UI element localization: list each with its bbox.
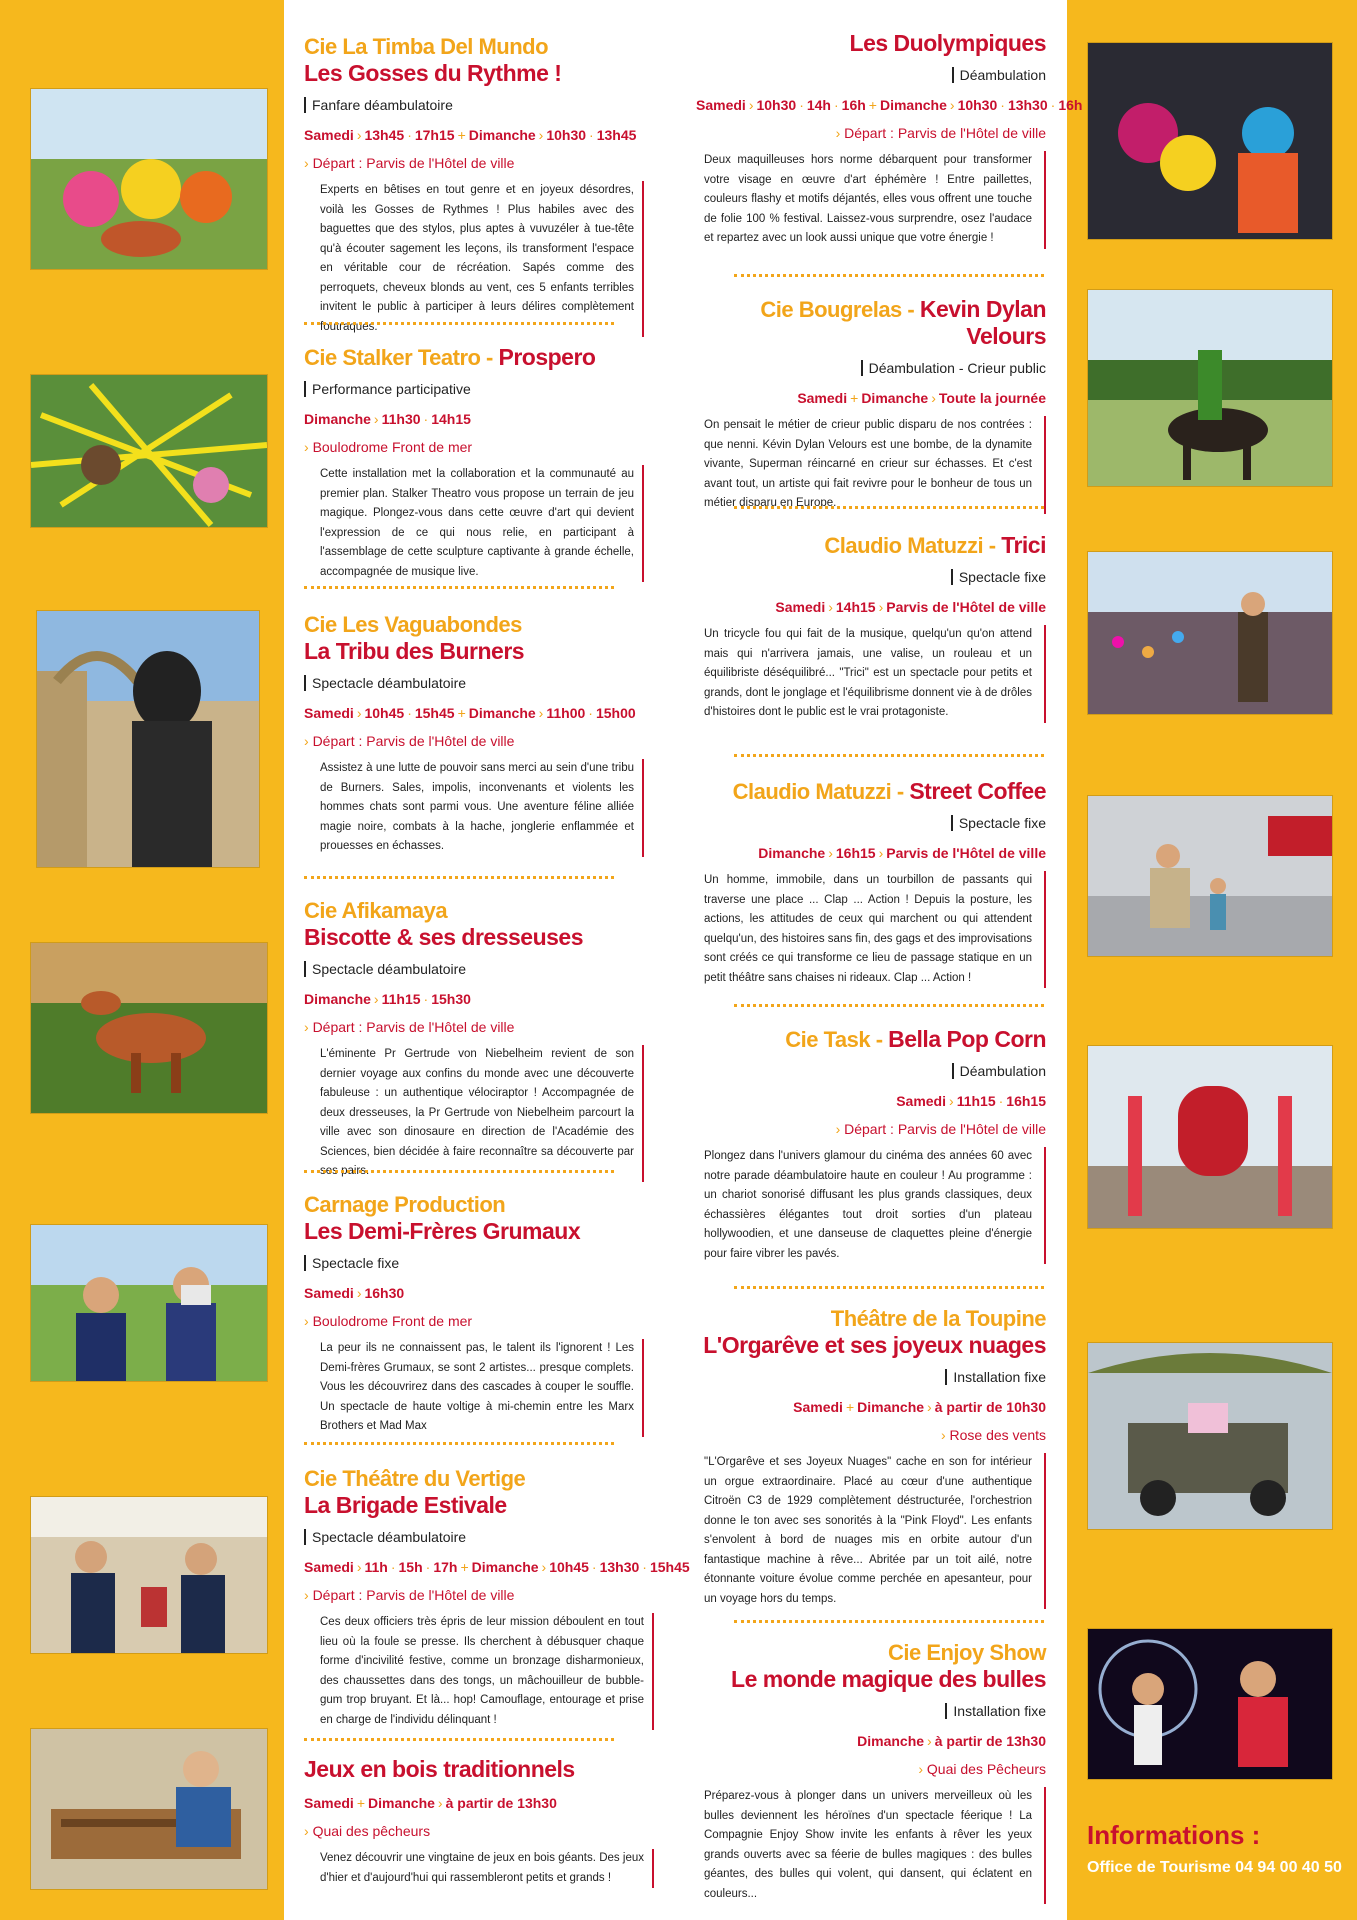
photo-bulles xyxy=(1087,1628,1333,1780)
company-name: Théâtre de la Toupine xyxy=(830,1306,1046,1331)
company-name: Cie Afikamaya xyxy=(304,898,448,923)
act-schedule: Samedi › 10h45 · 15h45 + Dimanche › 11h00 · 15h00 xyxy=(304,705,636,721)
act-place: › Départ : Parvis de l'Hôtel de ville xyxy=(835,125,1046,141)
act-title: Les Gosses du Rythme ! xyxy=(304,60,562,86)
act-genre: Installation fixe xyxy=(945,1703,1046,1719)
act-description: Deux maquilleuses hors norme débarquent pour transformer votre visage en œuvre d'art éphémère ! Entre paillettes, couleurs flashy et motifs déjantés, elles vous offrent une touche de folie 100 % festival. Laissez-vous surprendre, osez l'audace et repartez avec un look aussi unique que votre énergie ! xyxy=(696,151,1046,249)
photo-duolympiques xyxy=(1087,42,1333,240)
divider xyxy=(304,586,614,589)
divider xyxy=(734,506,1044,509)
act-schedule: Dimanche › 16h15 › Parvis de l'Hôtel de ville xyxy=(758,845,1046,861)
time: 10h30 xyxy=(546,127,587,143)
act-tribu-des-burners xyxy=(304,612,644,857)
photo-prospero xyxy=(30,374,268,528)
photo-tribu-des-burners xyxy=(36,610,260,868)
act-trici xyxy=(696,532,1046,723)
divider xyxy=(734,274,1044,277)
act-schedule: Samedi › 16h30 xyxy=(304,1285,405,1301)
act-description: Plongez dans l'univers glamour du cinéma des années 60 avec notre parade déambulatoire haute en couleur ! Au programme : un chariot sonorisé diffusant les plus grands classiques, deux échassières élégantes tout droit sorties d'un plateau hollywoodien, et une danseuse de claquettes pleine d'énergie pour faire vibrer les pavés. xyxy=(696,1147,1046,1264)
act-title: La Brigade Estivale xyxy=(304,1492,507,1518)
act-genre: Spectacle fixe xyxy=(951,815,1046,831)
act-schedule: Samedi › 14h15 › Parvis de l'Hôtel de ville xyxy=(775,599,1046,615)
act-place: › Boulodrome Front de mer xyxy=(304,1313,473,1329)
company-name: Cie Les Vaguabondes xyxy=(304,612,522,637)
act-title: Jeux en bois traditionnels xyxy=(304,1756,575,1782)
company-name: Carnage Production xyxy=(304,1192,506,1217)
act-title: Bella Pop Corn xyxy=(888,1026,1046,1052)
act-genre: Spectacle déambulatoire xyxy=(304,961,466,977)
act-place: › Boulodrome Front de mer xyxy=(304,439,473,455)
act-biscotte xyxy=(304,898,644,1182)
act-title: Les Demi-Frères Grumaux xyxy=(304,1218,581,1244)
company-name: Cie Stalker Teatro - xyxy=(304,345,499,370)
act-schedule: Dimanche › 11h15 · 15h30 xyxy=(304,991,471,1007)
act-title: Trici xyxy=(1001,532,1046,558)
act-schedule: Samedi › 11h · 15h · 17h + Dimanche › 10h45 · 13h30 · 15h45 xyxy=(304,1559,690,1575)
act-schedule: Dimanche › 11h30 · 14h15 xyxy=(304,411,471,427)
act-place: › Départ : Parvis de l'Hôtel de ville xyxy=(304,1019,515,1035)
photo-jeux-en-bois xyxy=(30,1728,268,1890)
act-bulles xyxy=(696,1640,1046,1904)
act-duolympiques xyxy=(696,30,1083,249)
photo-street-coffee xyxy=(1087,795,1333,957)
act-genre: Spectacle fixe xyxy=(951,569,1046,585)
divider xyxy=(734,1004,1044,1007)
act-jeux-en-bois xyxy=(304,1756,654,1888)
photo-brigade-estivale xyxy=(30,1496,268,1654)
act-bella-pop-corn xyxy=(696,1026,1046,1264)
act-description: Experts en bêtises en tout genre et en joyeux désordres, voilà les Gosses de Rythmes ! Plus habiles avec des baguettes que des stylos, plus aptes à vuvuzéler à tue-tête qu'à écouter sagement les leçons, ils transforment l'espace en véritable cour de récréation. Sapés comme des perroquets, cheveux blonds au vent, ces 5 enfants terribles invitent le public à participer à leurs délires complètement foutraques. xyxy=(312,181,644,337)
act-schedule: Samedi › 11h15 · 16h15 xyxy=(896,1093,1046,1109)
company-name: Cie Théâtre du Vertige xyxy=(304,1466,526,1491)
act-schedule: Samedi + Dimanche › à partir de 10h30 xyxy=(793,1399,1046,1415)
day-label: Dimanche xyxy=(468,127,536,143)
act-description: Cette installation met la collaboration et la communauté au premier plan. Stalker Theatro vous propose un terrain de jeu magique. Plongez-vous dans cette œuvre d'art qui devient l'expression de ce qui nous relie, en participant à l'assemblage de cette sculpture captivante à grande échelle, accompagnée de musique live. xyxy=(312,465,644,582)
act-description: L'éminente Pr Gertrude von Niebelheim revient de son dernier voyage aux confins du monde avec une découverte fabuleuse : un authentique vélociraptor ! Accompagnée de deux dresseuses, la Pr Gertrude von Niebelheim parcourt la ville avec son dinosaure en direction de l'Académie des Sciences, bien décidée à faire reconnaître sa découverte par ses pairs. xyxy=(312,1045,644,1182)
act-description: Venez découvrir une vingtaine de jeux en bois géants. Des jeux d'hier et d'aujourd'hui qui rassembleront petits et grands ! xyxy=(312,1849,654,1888)
act-description: Un tricycle fou qui fait de la musique, quelqu'un qu'on attend mais qui n'arrivera jamais, une valise, un rouleau et un équilibriste déséquilibré... "Trici" est un spectacle pour petits et grands, dont le jonglage et l'équilibrisme donnent vie à de drôles d'histoires dont le public est le vrai protagoniste. xyxy=(696,625,1046,723)
act-genre: Déambulation xyxy=(952,1063,1046,1079)
act-title: L'Orgarêve et ses joyeux nuages xyxy=(703,1332,1046,1358)
act-place: › Départ : Parvis de l'Hôtel de ville xyxy=(304,155,515,171)
company-name: Cie Bougrelas - xyxy=(760,297,920,322)
time: 13h45 xyxy=(364,127,405,143)
act-title: La Tribu des Burners xyxy=(304,638,525,664)
company-name: Cie Enjoy Show xyxy=(887,1640,1046,1665)
photo-kevin-dylan-velours xyxy=(1087,289,1333,487)
photo-demi-freres-grumaux xyxy=(30,1224,268,1382)
act-place: › Départ : Parvis de l'Hôtel de ville xyxy=(835,1121,1046,1137)
divider xyxy=(734,754,1044,757)
divider xyxy=(304,1738,614,1741)
act-genre: Fanfare déambulatoire xyxy=(304,97,453,113)
divider xyxy=(304,322,614,325)
act-genre: Performance participative xyxy=(304,381,471,397)
act-description: Assistez à une lutte de pouvoir sans merci au sein d'une tribu de Burners. Sales, impolis, inconvenants et violents les hommes chats sont parmi vous. Une aventure féline alliée magie noire, combats à la hache, jonglerie enflammée et prouesses en échasses. xyxy=(312,759,644,857)
company-name: Claudio Matuzzi - xyxy=(732,779,910,804)
act-orgareve xyxy=(696,1306,1046,1609)
photo-bella-pop-corn xyxy=(1087,1045,1333,1229)
act-place: › Quai des pêcheurs xyxy=(304,1823,431,1839)
act-schedule: Dimanche › à partir de 13h30 xyxy=(857,1733,1046,1749)
divider xyxy=(734,1286,1044,1289)
act-place: › Quai des Pêcheurs xyxy=(918,1761,1046,1777)
act-title: Les Duolympiques xyxy=(849,30,1046,56)
act-prospero xyxy=(304,344,644,582)
time: 13h45 xyxy=(596,127,637,143)
act-demi-freres-grumaux xyxy=(304,1192,644,1437)
act-schedule: Samedi + Dimanche › à partir de 13h30 xyxy=(304,1795,557,1811)
company-name: Cie La Timba Del Mundo xyxy=(304,34,549,59)
act-place: › Départ : Parvis de l'Hôtel de ville xyxy=(304,733,515,749)
photo-gosses-du-rythme xyxy=(30,88,268,270)
divider xyxy=(304,876,614,879)
act-gosses-du-rythme xyxy=(304,34,644,337)
photo-biscotte xyxy=(30,942,268,1114)
act-title: Prospero xyxy=(498,344,596,370)
act-title: Biscotte & ses dresseuses xyxy=(304,924,583,950)
act-schedule: Samedi › 13h45 · 17h15 + Dimanche › 10h30 · 13h45 xyxy=(304,127,637,143)
info-block xyxy=(1087,1820,1342,1877)
act-place: › Départ : Parvis de l'Hôtel de ville xyxy=(304,1587,515,1603)
act-genre: Installation fixe xyxy=(945,1369,1046,1385)
act-schedule: Samedi › 10h30 · 14h · 16h + Dimanche › 10h30 · 13h30 · 16h xyxy=(696,97,1083,113)
act-description: Préparez-vous à plonger dans un univers merveilleux où les bulles deviennent les héroïnes d'un spectacle féerique ! La Compagnie Enjoy Show invite les enfants à rêver les yeux grands ouverts avec sa féerie de bulles magiques : des bulles géantes, des bulles qui volent, qui dansent, qui éclatent en couleurs... xyxy=(696,1787,1046,1904)
act-description: Ces deux officiers très épris de leur mission déboulent en tout lieu où la foule se presse. Ils cherchent à débusquer chaque forme d'incivilité festive, comme un bronzage disharmonieux, des chaussettes dans des tongs, un mâchouilleur de bubble-gum trop bruyant. Et là... hop! Camouflage, entourage et prise en charge de l'individu délinquant ! xyxy=(312,1613,654,1730)
day-label: Samedi xyxy=(304,127,354,143)
act-description: La peur ils ne connaissent pas, le talent ils l'ignorent ! Les Demi-frères Grumaux, se sont 2 artistes... presque complets. Vous les découvrirez dans des cascades à couper le souffle. Un spectacle de haute voltige à mi-chemin entre les Marx Brothers et Mad Max xyxy=(312,1339,644,1437)
act-description: "L'Orgarêve et ses Joyeux Nuages" cache en son for intérieur un orgue extraordinaire. Placé au cœur d'une authentique Citroën C3 de 1929 complètement déstructurée, l'orchestrion donne le ton avec ses sonorités à la "Pink Floyd". Les enfants s'envolent à bord de nuages mis en orbite autour d'un fantastique machine à rêve... Abritée par un toit ailé, notre étonnante voiture évolue comme perchée en apesanteur, pour un voyage hors du temps. xyxy=(696,1453,1046,1609)
act-genre: Spectacle déambulatoire xyxy=(304,675,466,691)
act-genre: Déambulation - Crieur public xyxy=(861,360,1046,376)
info-office-phone: Office de Tourisme 04 94 00 40 50 xyxy=(1087,1859,1342,1876)
act-title: Street Coffee xyxy=(909,778,1046,804)
act-genre: Spectacle déambulatoire xyxy=(304,1529,466,1545)
divider xyxy=(734,1620,1044,1623)
act-street-coffee xyxy=(696,778,1046,988)
act-genre: Déambulation xyxy=(952,67,1046,83)
act-schedule: Samedi + Dimanche › Toute la journée xyxy=(797,390,1046,406)
company-name: Cie Task - xyxy=(785,1027,889,1052)
act-place: › Rose des vents xyxy=(940,1427,1046,1443)
photo-orgareve xyxy=(1087,1342,1333,1530)
info-heading: Informations : xyxy=(1087,1820,1261,1850)
act-title: Le monde magique des bulles xyxy=(731,1666,1046,1692)
act-description: Un homme, immobile, dans un tourbillon de passants qui traverse une place ... Clap ... Action ! Depuis la posture, les actions, les attitudes de ceux qui marchent ou qui attendent quelqu'un, des histoires sans fin, des gags et des improvisations sont créés ce qui transforme ce lieu de passage statique en un petit théâtre sans chaises ni rideaux. Clap ... Action ! xyxy=(696,871,1046,988)
company-name: Claudio Matuzzi - xyxy=(824,533,1002,558)
time: 17h15 xyxy=(414,127,455,143)
divider xyxy=(304,1442,614,1445)
act-genre: Spectacle fixe xyxy=(304,1255,399,1271)
act-brigade-estivale xyxy=(304,1466,690,1730)
photo-trici xyxy=(1087,551,1333,715)
act-description: On pensait le métier de crieur public disparu de nos contrées : que nenni. Kévin Dylan Velours est une bombe, de la dynamite vivante, Superman réincarné en crieur sur échasses. Et c'est avant tout, un artiste qui fait revivre pour le bonheur de tous un métier disparu en Europe. xyxy=(696,416,1046,514)
act-kevin-dylan-velours xyxy=(696,296,1046,514)
divider xyxy=(304,1170,614,1173)
act-title: Kevin Dylan Velours xyxy=(919,296,1046,349)
